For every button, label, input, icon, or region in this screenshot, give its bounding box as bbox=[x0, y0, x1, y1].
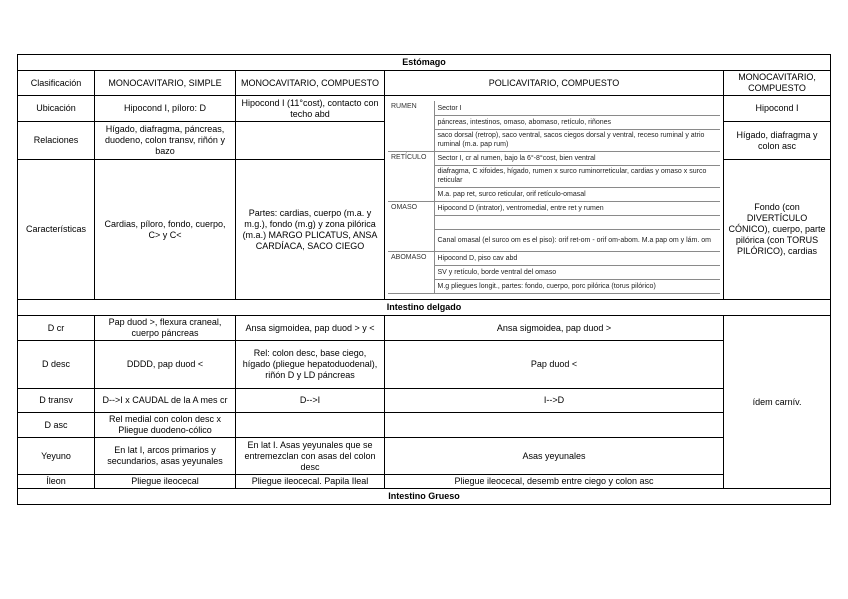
caracteristicas-col4: Fondo (con DIVERTÍCULO CÓNICO), cuerpo, parte pilórica (con TORUS PILÓRICO), cardias bbox=[724, 160, 831, 300]
omaso-ubicacion: Hipocond D (intrator), ventromedial, entre ret y rumen bbox=[434, 201, 720, 215]
relaciones-col2 bbox=[236, 122, 385, 160]
relaciones-col4: Hígado, diafragma y colon asc bbox=[724, 122, 831, 160]
d-transv-col2: D-->I bbox=[236, 389, 385, 413]
intestine-row-d-cr bbox=[18, 316, 831, 341]
ubicacion-col1: Hipocond I, píloro: D bbox=[95, 96, 236, 122]
row-label-d-desc: D desc bbox=[18, 341, 95, 389]
row-label-d-asc: D asc bbox=[18, 413, 95, 438]
row-label-yeyuno: Yeyuno bbox=[18, 438, 95, 475]
ubicacion-col4: Hipocond I bbox=[724, 96, 831, 122]
omaso-caracteristicas: Canal omasal (el surco om es el piso): orif ret-om - orif om-abom. M.a pap om y lám. om bbox=[434, 229, 720, 251]
section-title-intestino-delgado: Intestino delgado bbox=[18, 300, 831, 316]
reticulo-label: RETÍCULO bbox=[388, 151, 434, 201]
reticulo-caracteristicas: M.a. pap ret, surco reticular, orif retículo-omasal bbox=[434, 187, 720, 201]
comparison-table-sheet bbox=[17, 54, 830, 505]
row-label-ubicacion: Ubicación bbox=[18, 96, 95, 122]
d-desc-col1: DDDD, pap duod < bbox=[95, 341, 236, 389]
abomaso-label: ABOMASO bbox=[388, 251, 434, 293]
ileon-col3: Pliegue ileocecal, desemb entre ciego y colon asc bbox=[385, 475, 724, 489]
section-row-intestino-delgado bbox=[18, 300, 831, 316]
d-transv-col1: D-->I x CAUDAL de la A mes cr bbox=[95, 389, 236, 413]
rumen-label: RUMEN bbox=[388, 101, 434, 151]
d-cr-col2: Ansa sigmoidea, pap duod > y < bbox=[236, 316, 385, 341]
header-col3: POLICAVITARIO, COMPUESTO bbox=[385, 71, 724, 96]
intestine-row-d-desc bbox=[18, 341, 831, 389]
reticulo-relaciones: diafragma, C xifoides, hígado, rumen x surco ruminorreticular, cardias y omaso x surco reticular bbox=[434, 165, 720, 187]
d-desc-col2: Rel: colon desc, base ciego, hígado (pliegue hepatoduodenal), riñón D y LD páncreas bbox=[236, 341, 385, 389]
row-label-ileon: Íleon bbox=[18, 475, 95, 489]
caracteristicas-col1: Cardias, píloro, fondo, cuerpo, C> y C< bbox=[95, 160, 236, 300]
row-label-d-transv: D transv bbox=[18, 389, 95, 413]
omaso-relaciones bbox=[434, 215, 720, 229]
policavitario-detail-table bbox=[388, 101, 720, 294]
reticulo-ubicacion: Sector I, cr al rumen, bajo la 6°-8°cost, bien ventral bbox=[434, 151, 720, 165]
d-asc-col3 bbox=[385, 413, 724, 438]
d-cr-col1: Pap duod >, flexura craneal, cuerpo páncreas bbox=[95, 316, 236, 341]
ileon-col2: Pliegue ileocecal. Papila Ileal bbox=[236, 475, 385, 489]
omaso-label: OMASO bbox=[388, 201, 434, 251]
ileon-col1: Pliegue ileocecal bbox=[95, 475, 236, 489]
policavitario-detail-cell bbox=[385, 96, 724, 300]
d-transv-col3: I-->D bbox=[385, 389, 724, 413]
intestine-row-ileon bbox=[18, 475, 831, 489]
yeyuno-col1: En lat I, arcos primarios y secundarios, asas yeyunales bbox=[95, 438, 236, 475]
ubicacion-row bbox=[18, 96, 831, 122]
intestino-col4-merged: ídem carnív. bbox=[724, 316, 831, 489]
d-desc-col3: Pap duod < bbox=[385, 341, 724, 389]
d-asc-col1: Rel medial con colon desc x Pliegue duodeno-cólico bbox=[95, 413, 236, 438]
header-col1: MONOCAVITARIO, SIMPLE bbox=[95, 71, 236, 96]
header-col2: MONOCAVITARIO, COMPUESTO bbox=[236, 71, 385, 96]
row-label-d-cr: D cr bbox=[18, 316, 95, 341]
caracteristicas-col2: Partes: cardias, cuerpo (m.a. y m.g.), fondo (m.g) y zona pilórica (m.a.) MARGO PLICATUS, ANSA CARDÍACA, SACO CIEGO bbox=[236, 160, 385, 300]
intestine-row-yeyuno bbox=[18, 438, 831, 475]
section-row-estomago bbox=[18, 55, 831, 71]
section-row-intestino-grueso bbox=[18, 489, 831, 505]
rumen-ubicacion: Sector I bbox=[434, 101, 720, 115]
header-col4: MONOCAVITARIO, COMPUESTO bbox=[724, 71, 831, 96]
abomaso-caracteristicas: M.g pliegues longit., partes: fondo, cuerpo, porc pilórica (torus pilórico) bbox=[434, 279, 720, 293]
yeyuno-col2: En lat I. Asas yeyunales que se entremezclan con asas del colon desc bbox=[236, 438, 385, 475]
d-cr-col3: Ansa sigmoidea, pap duod > bbox=[385, 316, 724, 341]
yeyuno-col3: Asas yeyunales bbox=[385, 438, 724, 475]
intestine-row-d-transv bbox=[18, 389, 831, 413]
digestive-comparison-table bbox=[17, 54, 831, 505]
ubicacion-col2: Hipocond I (11°cost), contacto con techo abd bbox=[236, 96, 385, 122]
section-title-intestino-grueso: Intestino Grueso bbox=[18, 489, 831, 505]
header-row bbox=[18, 71, 831, 96]
rumen-caracteristicas: saco dorsal (retrop), saco ventral, sacos ciegos dorsal y ventral, receso ruminal y atrio ruminal (m.a. pap rum) bbox=[434, 129, 720, 151]
d-asc-col2 bbox=[236, 413, 385, 438]
rumen-relaciones: páncreas, intestinos, omaso, abomaso, retículo, riñones bbox=[434, 115, 720, 129]
intestine-row-d-asc bbox=[18, 413, 831, 438]
row-label-relaciones: Relaciones bbox=[18, 122, 95, 160]
relaciones-col1: Hígado, diafragma, páncreas, duodeno, colon transv, riñón y bazo bbox=[95, 122, 236, 160]
row-label-caracteristicas: Características bbox=[18, 160, 95, 300]
abomaso-relaciones: SV y retículo, borde ventral del omaso bbox=[434, 265, 720, 279]
abomaso-ubicacion: Hipocond D, piso cav abd bbox=[434, 251, 720, 265]
section-title-estomago: Estómago bbox=[18, 55, 831, 71]
row-label-clasificacion: Clasificación bbox=[18, 71, 95, 96]
